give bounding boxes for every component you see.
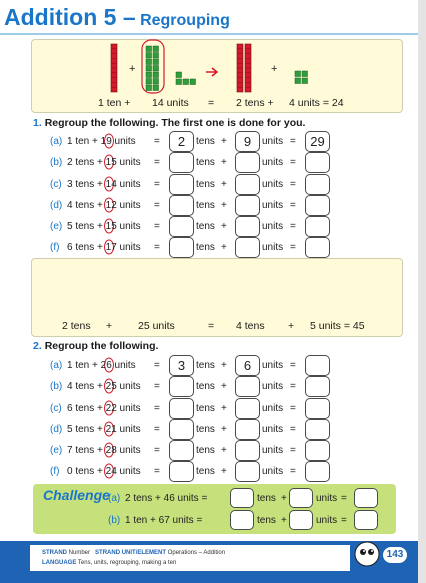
tens-answer-box[interactable]: [169, 152, 194, 173]
tens-label: tens: [196, 466, 215, 477]
tens-answer-box[interactable]: [169, 195, 194, 216]
section2-number: 2.: [33, 340, 42, 352]
units-label: units: [262, 381, 284, 392]
unit-cube: [176, 72, 182, 78]
unit-cube: [183, 79, 189, 85]
section2-instruction: Regroup the following.: [44, 340, 159, 352]
tens-label: tens: [196, 136, 215, 147]
unit-cube: [176, 79, 182, 85]
question-expression: 5 tens + 15 units: [67, 221, 141, 232]
question-letter: (a): [50, 136, 63, 147]
plus-sign: +: [221, 445, 227, 456]
plus-sign: +: [221, 157, 227, 168]
question-expression: 7 tens + 28 units: [67, 445, 141, 456]
unit-cube: [295, 71, 301, 77]
total-answer-box[interactable]: [305, 419, 330, 440]
units-label: units: [316, 493, 338, 504]
unit-label: STRAND UNIT/ELEMENT: [95, 550, 167, 556]
question-letter: (c): [50, 403, 62, 414]
equals-sign: =: [154, 136, 160, 147]
unit-cube: [302, 71, 308, 77]
unit-cube: [146, 66, 152, 72]
equals-sign: =: [154, 360, 160, 371]
equals-sign: =: [154, 179, 160, 190]
question-letter: (e): [50, 221, 63, 232]
question-letter: (f): [50, 466, 60, 477]
plus-sign: +: [281, 493, 287, 504]
question-expression: 4 tens + 25 units: [67, 381, 141, 392]
question-letter: (b): [50, 157, 63, 168]
tens-answer-box[interactable]: [169, 398, 194, 419]
unit-cube: [146, 72, 152, 78]
units-answer-box[interactable]: [235, 237, 260, 258]
total-answer-box[interactable]: [354, 510, 378, 530]
mascot-icon: [352, 540, 382, 568]
tens-label: tens: [196, 242, 215, 253]
plus-sign: +: [271, 63, 278, 75]
units-label: units: [262, 242, 284, 253]
units-answer-box[interactable]: [235, 174, 260, 195]
equals-sign: =: [154, 445, 160, 456]
tens-label: tens: [196, 200, 215, 211]
equals-sign: =: [154, 200, 160, 211]
section1-instruction: Regroup the following. The first one is done for you.: [44, 117, 306, 129]
tens-label: tens: [196, 424, 215, 435]
total-answer-box[interactable]: [305, 461, 330, 482]
unit-cube: [153, 53, 159, 59]
units-answer-box[interactable]: [235, 216, 260, 237]
units-label: units: [262, 179, 284, 190]
plus-sign: +: [221, 403, 227, 414]
question-expression: 0 tens + 24 units: [67, 466, 141, 477]
question-expression: 1 ten + 67 units =: [125, 515, 203, 526]
challenge-title: Challenge: [43, 487, 110, 503]
tens-answer-box[interactable]: [169, 440, 194, 461]
question-expression: 2 tens + 15 units: [67, 157, 141, 168]
units-answer-box[interactable]: [235, 195, 260, 216]
tens-answer-box[interactable]: [230, 510, 254, 530]
question-expression: 5 tens + 21 units: [67, 424, 141, 435]
units-label: units: [262, 200, 284, 211]
unit-cube: [153, 59, 159, 65]
panel1-units-label: 14 units: [152, 97, 189, 109]
question-letter: (a): [108, 493, 121, 504]
tens-label: tens: [196, 403, 215, 414]
units-label: units: [262, 466, 284, 477]
equals-sign: =: [290, 466, 296, 477]
tens-answer-box[interactable]: 2: [169, 131, 194, 152]
equals-sign: =: [290, 221, 296, 232]
equals-sign: =: [290, 445, 296, 456]
tens-label: tens: [196, 381, 215, 392]
question-letter: (e): [50, 445, 63, 456]
equals-sign: =: [290, 242, 296, 253]
unit-cube: [302, 78, 308, 84]
section1-heading: [33, 117, 305, 129]
total-answer-box[interactable]: [305, 355, 330, 376]
question-expression: 4 tens + 12 units: [67, 200, 141, 211]
units-answer-box[interactable]: [235, 440, 260, 461]
equals-sign: =: [154, 221, 160, 232]
panel2-tens-label: 2 tens: [62, 320, 91, 332]
plus-sign: +: [221, 360, 227, 371]
question-expression: 1 ten + 26 units: [67, 360, 136, 371]
equals-sign: =: [154, 381, 160, 392]
question-expression: 1 ten + 19 units: [67, 136, 136, 147]
total-answer-box[interactable]: [305, 216, 330, 237]
unit-cube: [146, 85, 152, 91]
section1-number: 1.: [33, 117, 42, 129]
plus-sign: +: [221, 200, 227, 211]
tens-label: tens: [196, 360, 215, 371]
units-label: units: [262, 403, 284, 414]
tens-answer-box[interactable]: [230, 488, 254, 508]
tens-answer-box[interactable]: [169, 461, 194, 482]
total-answer-box[interactable]: [305, 398, 330, 419]
tens-answer-box[interactable]: 3: [169, 355, 194, 376]
units-label: units: [262, 445, 284, 456]
plus-sign: +: [221, 424, 227, 435]
plus-sign: +: [281, 515, 287, 526]
arrow-icon: [206, 68, 217, 76]
panel1-result: 4 units = 24: [289, 97, 344, 109]
tens-label: tens: [196, 221, 215, 232]
total-answer-box[interactable]: 29: [305, 131, 330, 152]
equals-sign: =: [154, 466, 160, 477]
panel1-tens-label: 2 tens +: [236, 97, 274, 109]
footer-language: [42, 560, 176, 566]
panel2-plus-2: +: [288, 320, 295, 332]
footer-strand: [42, 550, 225, 556]
question-letter: (b): [50, 381, 63, 392]
unit-cube: [146, 79, 152, 85]
total-answer-box[interactable]: [305, 174, 330, 195]
panel2-result: 5 units = 45: [310, 320, 365, 332]
equals-sign: =: [154, 424, 160, 435]
tens-label: tens: [196, 445, 215, 456]
question-expression: 6 tens + 22 units: [67, 403, 141, 414]
panel2-plus: +: [106, 320, 113, 332]
tens-answer-box[interactable]: [169, 419, 194, 440]
question-letter: (d): [50, 200, 63, 211]
units-label: units: [316, 515, 338, 526]
plus-sign: +: [221, 179, 227, 190]
units-answer-box[interactable]: [235, 376, 260, 397]
equals-sign: =: [290, 157, 296, 168]
units-answer-box[interactable]: [235, 152, 260, 173]
language-value: Tens, units, regrouping, making a ten: [77, 560, 177, 566]
question-letter: (f): [50, 242, 60, 253]
unit-cube: [153, 46, 159, 52]
plus-sign: +: [129, 63, 136, 75]
equals-sign: =: [341, 493, 347, 504]
units-answer-box[interactable]: [289, 510, 313, 530]
tens-label: tens: [257, 515, 276, 526]
units-answer-box[interactable]: 9: [235, 131, 260, 152]
equals-sign: =: [290, 136, 296, 147]
units-label: units: [262, 360, 284, 371]
plus-sign: +: [221, 221, 227, 232]
title-sub: Regrouping: [140, 12, 230, 29]
units-answer-box[interactable]: [235, 419, 260, 440]
tens-answer-box[interactable]: [169, 376, 194, 397]
strand-value: Number: [68, 550, 91, 556]
tens-answer-box[interactable]: [169, 216, 194, 237]
equals-sign: =: [154, 157, 160, 168]
tens-label: tens: [196, 179, 215, 190]
question-expression: 6 tens + 17 units: [67, 242, 141, 253]
units-label: units: [262, 136, 284, 147]
equals-sign: =: [290, 360, 296, 371]
question-letter: (c): [50, 179, 62, 190]
unit-cube: [295, 78, 301, 84]
question-expression: 2 tens + 46 units =: [125, 493, 208, 504]
unit-cube: [153, 66, 159, 72]
unit-cube: [153, 79, 159, 85]
equals-sign: =: [290, 179, 296, 190]
unit-cube: [146, 46, 152, 52]
unit-cube: [146, 59, 152, 65]
plus-sign: +: [221, 466, 227, 477]
tens-label: tens: [257, 493, 276, 504]
total-answer-box[interactable]: [305, 195, 330, 216]
unit-cube: [153, 85, 159, 91]
units-answer-box[interactable]: [235, 461, 260, 482]
units-label: units: [262, 157, 284, 168]
question-letter: (b): [108, 515, 121, 526]
section2-heading: [33, 340, 158, 352]
panel2-units-label: 25 units: [138, 320, 175, 332]
plus-sign: +: [221, 242, 227, 253]
tens-answer-box[interactable]: [169, 237, 194, 258]
equals-sign: =: [290, 403, 296, 414]
strand-label: STRAND: [42, 550, 67, 556]
question-expression: 3 tens + 14 units: [67, 179, 141, 190]
unit-value: Operations – Addition: [167, 550, 226, 556]
unit-cube: [153, 72, 159, 78]
units-answer-box[interactable]: [289, 488, 313, 508]
panel2-tens-result: 4 tens: [236, 320, 265, 332]
units-label: units: [262, 221, 284, 232]
unit-cube: [146, 53, 152, 59]
page-edge: [418, 0, 426, 583]
equals-sign: =: [290, 200, 296, 211]
total-answer-box[interactable]: [305, 237, 330, 258]
panel1-ten-label: 1 ten +: [98, 97, 131, 109]
total-answer-box[interactable]: [305, 376, 330, 397]
footer-info-box: [30, 545, 350, 571]
total-answer-box[interactable]: [305, 440, 330, 461]
tens-answer-box[interactable]: [169, 174, 194, 195]
equals-sign: =: [290, 424, 296, 435]
tens-label: tens: [196, 157, 215, 168]
language-label: LANGUAGE: [42, 560, 77, 566]
equals-sign: =: [154, 242, 160, 253]
equals-sign: =: [154, 403, 160, 414]
units-answer-box[interactable]: [235, 398, 260, 419]
panel2-equals: =: [208, 320, 215, 332]
page-number: 143: [383, 547, 407, 563]
plus-sign: +: [221, 381, 227, 392]
panel1-equals: =: [208, 97, 215, 109]
total-answer-box[interactable]: [305, 152, 330, 173]
unit-cube: [190, 79, 196, 85]
units-answer-box[interactable]: 6: [235, 355, 260, 376]
title-main: Addition 5 –: [4, 4, 136, 30]
total-answer-box[interactable]: [354, 488, 378, 508]
challenge-box: [33, 484, 396, 534]
equals-sign: =: [290, 381, 296, 392]
units-label: units: [262, 424, 284, 435]
equals-sign: =: [341, 515, 347, 526]
question-letter: (d): [50, 424, 63, 435]
plus-sign: +: [221, 136, 227, 147]
question-letter: (a): [50, 360, 63, 371]
